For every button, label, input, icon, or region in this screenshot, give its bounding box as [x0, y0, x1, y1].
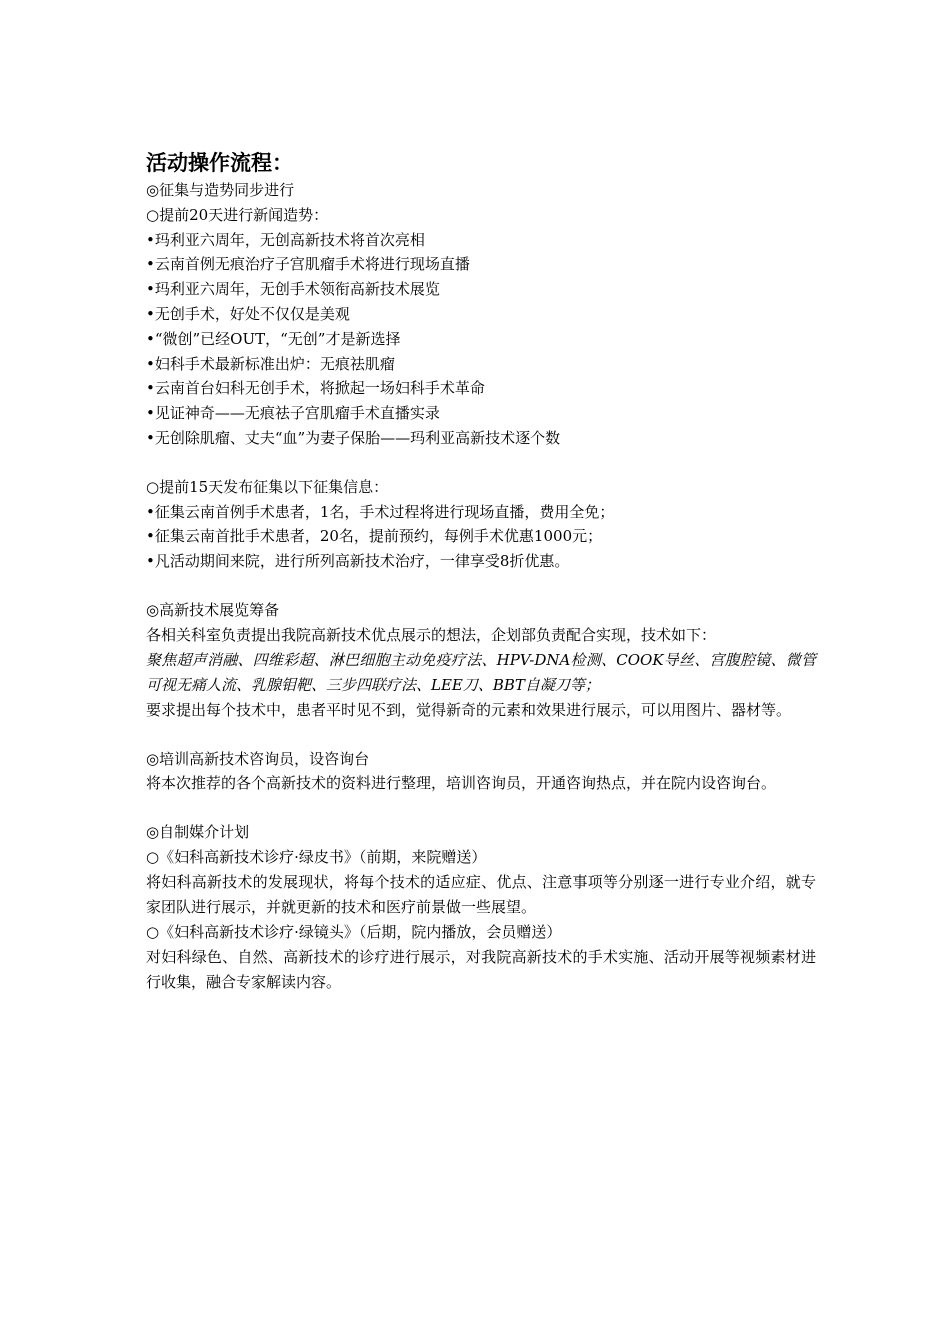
list-item: •见证神奇——无痕祛子宫肌瘤手术直播实录 — [146, 404, 440, 423]
sub-heading-recruit: ○提前15天发布征集以下征集信息： — [146, 477, 389, 496]
page-title: 活动操作流程： — [146, 151, 293, 175]
section-heading-media: ◎自制媒介计划 — [146, 823, 250, 842]
list-item: •妇科手术最新标准出炉：无痕祛肌瘤 — [146, 354, 395, 373]
list-item: •玛利亚六周年，无创手术领衔高新技术展览 — [146, 280, 440, 299]
media-text-green-book: 将妇科高新技术的发展现状，将每个技术的适应症、优点、注意事项等分别逐一进行专业介绍，就专家团队进行展示，并就更新的技术和医疗前景做一些展望。 — [146, 872, 816, 916]
list-item: •云南首例无痕治疗子宫肌瘤手术将进行现场直播 — [146, 255, 470, 274]
list-item: •征集云南首例手术患者，1名，手术过程将进行现场直播，费用全免； — [146, 502, 615, 521]
section-heading-consultation: ◎培训高新技术咨询员，设咨询台 — [146, 749, 370, 768]
media-item-green-lens: ○《妇科高新技术诊疗·绿镜头》（后期，院内播放，会员赠送） — [146, 922, 562, 941]
list-item: •玛利亚六周年，无创高新技术将首次亮相 — [146, 230, 425, 249]
consultation-text: 将本次推荐的各个高新技术的资料进行整理，培训咨询员，开通咨询热点，并在院内设咨询台。 — [146, 774, 777, 793]
list-item: •云南首台妇科无创手术，将掀起一场妇科手术革命 — [146, 379, 485, 398]
section-heading-exhibition: ◎高新技术展览筹备 — [146, 600, 280, 619]
section-heading-collection: ◎征集与造势同步进行 — [146, 181, 295, 199]
list-item: •无创除肌瘤、丈夫“血”为妻子保胎——玛利亚高新技术逐个数 — [146, 428, 561, 447]
technology-list: 聚焦超声消融、四维彩超、淋巴细胞主动免疫疗法、HPV-DNA检测、COOK导丝、宫腹腔镜、微管可视无痛人流、乳腺钼靶、三步四联疗法、LEE刀、BBT自凝刀等； — [146, 650, 816, 694]
list-item: •征集云南首批手术患者，20名，提前预约，每例手术优惠1000元； — [146, 527, 603, 546]
document-content — [146, 148, 816, 995]
list-item: •凡活动期间来院，进行所列高新技术治疗，一律享受8折优惠。 — [146, 552, 570, 571]
exhibition-intro: 各相关科室负责提出我院高新技术优点展示的想法，企划部负责配合实现，技术如下： — [146, 625, 717, 644]
sub-heading-news: ○提前20天进行新闻造势： — [146, 205, 329, 224]
list-item: •“微创”已经OUT，“无创”才是新选择 — [146, 329, 401, 348]
list-item: •无创手术，好处不仅仅是美观 — [146, 304, 350, 323]
media-text-green-lens: 对妇科绿色、自然、高新技术的诊疗进行展示，对我院高新技术的手术实施、活动开展等视频素材进行收集，融合专家解读内容。 — [146, 947, 816, 991]
media-item-green-book: ○《妇科高新技术诊疗·绿皮书》（前期，来院赠送） — [146, 848, 487, 867]
exhibition-requirement: 要求提出每个技术中，患者平时见不到，觉得新奇的元素和效果进行展示，可以用图片、器材等。 — [146, 700, 792, 719]
